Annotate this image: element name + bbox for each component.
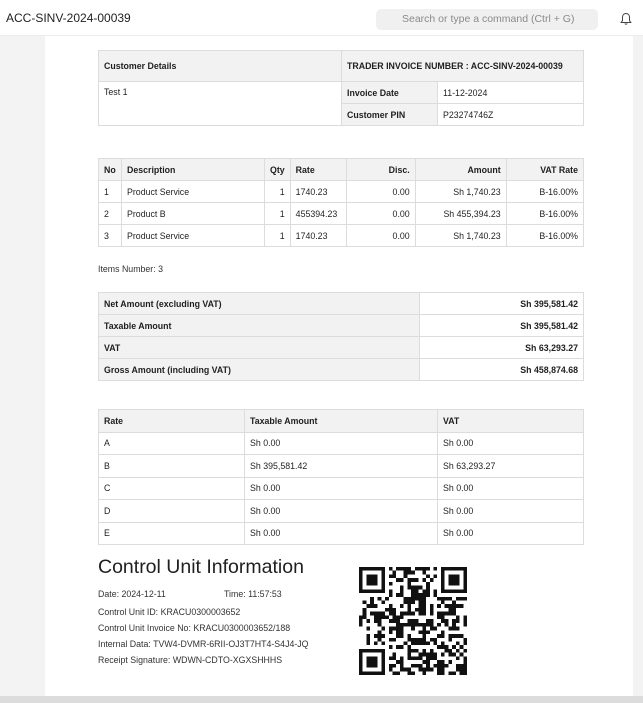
table-row xyxy=(99,225,584,247)
horizontal-scrollbar[interactable] xyxy=(0,696,643,703)
cell-qty: 1 xyxy=(265,181,291,203)
cell-description: Product B xyxy=(122,203,265,225)
customer-pin-value: P23274746Z xyxy=(438,104,584,126)
cell-no: 2 xyxy=(99,203,122,225)
table-row xyxy=(99,432,584,455)
totals-row xyxy=(99,337,584,359)
cell-vat: Sh 0.00 xyxy=(438,522,584,545)
cell-amount: Sh 1,740.23 xyxy=(415,225,506,247)
table-row xyxy=(99,477,584,500)
vat-rates-table xyxy=(98,409,584,545)
cu-receipt-signature: Receipt Signature: WDWN-CDTO-XGXSHHHS xyxy=(98,655,283,665)
cell-description: Product Service xyxy=(122,225,265,247)
cell-rate: 1740.23 xyxy=(290,181,346,203)
col-qty: Qty xyxy=(265,159,291,181)
totals-label: Taxable Amount xyxy=(99,315,420,337)
customer-details-table xyxy=(98,50,584,126)
cell-no: 1 xyxy=(99,181,122,203)
cell-disc: 0.00 xyxy=(346,181,415,203)
col-taxable-amount: Taxable Amount xyxy=(245,410,438,433)
col-description: Description xyxy=(122,159,265,181)
customer-pin-label: Customer PIN xyxy=(342,104,438,126)
table-row xyxy=(99,181,584,203)
cell-amount: Sh 1,740.23 xyxy=(415,181,506,203)
cell-disc: 0.00 xyxy=(346,225,415,247)
cell-rate: A xyxy=(99,432,245,455)
cell-taxable: Sh 0.00 xyxy=(245,432,438,455)
cell-vat: Sh 0.00 xyxy=(438,477,584,500)
totals-value: Sh 395,581.42 xyxy=(420,293,584,315)
customer-details-label: Customer Details xyxy=(99,51,342,82)
col-vat: VAT xyxy=(438,410,584,433)
totals-row xyxy=(99,293,584,315)
cell-qty: 1 xyxy=(265,225,291,247)
totals-label: Net Amount (excluding VAT) xyxy=(99,293,420,315)
cell-rate: C xyxy=(99,477,245,500)
cell-disc: 0.00 xyxy=(346,203,415,225)
totals-row xyxy=(99,315,584,337)
table-row xyxy=(99,455,584,478)
col-vat-rate: VAT Rate xyxy=(506,159,583,181)
document-title: ACC-SINV-2024-00039 xyxy=(6,11,131,25)
cell-rate: 455394.23 xyxy=(290,203,346,225)
totals-value: Sh 63,293.27 xyxy=(420,337,584,359)
customer-name: Test 1 xyxy=(99,82,342,126)
cell-vat-rate: B-16.00% xyxy=(506,181,583,203)
col-rate: Rate xyxy=(290,159,346,181)
cu-time: Time: 11:57:53 xyxy=(224,589,282,599)
cell-rate: E xyxy=(99,522,245,545)
cu-internal-data: Internal Data: TVW4-DVMR-6RII-OJ3T7HT4-S4J4-JQ xyxy=(98,639,309,649)
totals-value: Sh 458,874.68 xyxy=(420,359,584,381)
bell-icon[interactable] xyxy=(619,12,633,26)
qr-code-icon xyxy=(359,567,467,675)
cu-id: Control Unit ID: KRACU0300003652 xyxy=(98,607,241,617)
search-input[interactable]: Search or type a command (Ctrl + G) xyxy=(376,9,598,30)
col-no: No xyxy=(99,159,122,181)
cell-taxable: Sh 0.00 xyxy=(245,500,438,523)
cell-rate: B xyxy=(99,455,245,478)
totals-table xyxy=(98,292,584,381)
cell-taxable: Sh 395,581.42 xyxy=(245,455,438,478)
table-row xyxy=(99,522,584,545)
cell-taxable: Sh 0.00 xyxy=(245,522,438,545)
cell-amount: Sh 455,394.23 xyxy=(415,203,506,225)
invoice-date-value: 11-12-2024 xyxy=(438,82,584,104)
invoice-print-page xyxy=(45,36,633,696)
cell-rate: D xyxy=(99,500,245,523)
cell-vat-rate: B-16.00% xyxy=(506,225,583,247)
table-row xyxy=(99,203,584,225)
cell-description: Product Service xyxy=(122,181,265,203)
cu-invoice-no: Control Unit Invoice No: KRACU0300003652/188 xyxy=(98,623,291,633)
cell-vat: Sh 0.00 xyxy=(438,500,584,523)
col-amount: Amount xyxy=(415,159,506,181)
col-rate: Rate xyxy=(99,410,245,433)
totals-label: VAT xyxy=(99,337,420,359)
cell-taxable: Sh 0.00 xyxy=(245,477,438,500)
rates-header-row xyxy=(99,410,584,433)
cell-no: 3 xyxy=(99,225,122,247)
table-row xyxy=(99,500,584,523)
cell-qty: 1 xyxy=(265,203,291,225)
cu-date: Date: 2024-12-11 xyxy=(98,589,166,599)
totals-row xyxy=(99,359,584,381)
invoice-date-label: Invoice Date xyxy=(342,82,438,104)
items-header-row xyxy=(99,159,584,181)
control-unit-title: Control Unit Information xyxy=(98,556,304,578)
items-table xyxy=(98,158,584,247)
top-navbar xyxy=(0,0,643,36)
items-count: Items Number: 3 xyxy=(98,264,164,274)
cell-vat: Sh 0.00 xyxy=(438,432,584,455)
totals-label: Gross Amount (including VAT) xyxy=(99,359,420,381)
col-disc: Disc. xyxy=(346,159,415,181)
totals-value: Sh 395,581.42 xyxy=(420,315,584,337)
trader-invoice-number: TRADER INVOICE NUMBER : ACC-SINV-2024-00039 xyxy=(342,51,584,82)
cell-rate: 1740.23 xyxy=(290,225,346,247)
cell-vat: Sh 63,293.27 xyxy=(438,455,584,478)
cell-vat-rate: B-16.00% xyxy=(506,203,583,225)
